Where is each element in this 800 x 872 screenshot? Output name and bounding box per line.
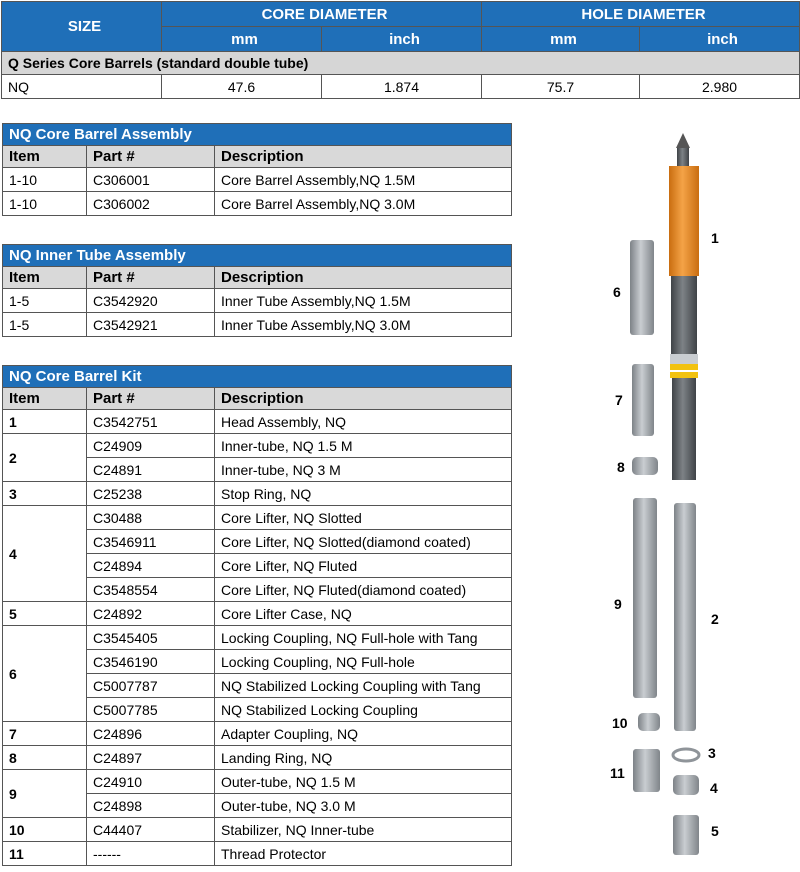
item-cell: 5 bbox=[3, 602, 87, 626]
item-cell: 1-5 bbox=[3, 313, 87, 337]
locking-coupling-part bbox=[630, 240, 654, 335]
item-cell: 7 bbox=[3, 722, 87, 746]
col-part: Part # bbox=[87, 146, 215, 168]
table-row bbox=[3, 410, 512, 434]
table-row bbox=[3, 289, 512, 313]
desc-cell: Inner-tube, NQ 1.5 M bbox=[215, 434, 512, 458]
col-desc: Description bbox=[215, 388, 512, 410]
part-cell: C24896 bbox=[87, 722, 215, 746]
spec-table bbox=[1, 1, 800, 99]
part-cell: C24897 bbox=[87, 746, 215, 770]
kit-title: NQ Core Barrel Kit bbox=[3, 366, 512, 388]
desc-cell: Core Lifter, NQ Fluted bbox=[215, 554, 512, 578]
core-mm-cell: 47.6 bbox=[162, 75, 322, 99]
core-lifter-case-part bbox=[673, 815, 699, 855]
size-header: SIZE bbox=[2, 2, 162, 52]
desc-cell: Core Barrel Assembly,NQ 3.0M bbox=[215, 192, 512, 216]
desc-cell: Core Barrel Assembly,NQ 1.5M bbox=[215, 168, 512, 192]
diagram-label: 9 bbox=[614, 596, 622, 612]
desc-cell: Adapter Coupling, NQ bbox=[215, 722, 512, 746]
diagram-label: 2 bbox=[711, 611, 719, 627]
desc-cell: Thread Protector bbox=[215, 842, 512, 866]
desc-cell: Inner-tube, NQ 3 M bbox=[215, 458, 512, 482]
table-row bbox=[3, 434, 512, 458]
part-cell: C24894 bbox=[87, 554, 215, 578]
table-row bbox=[3, 506, 512, 530]
core-lifter-part bbox=[673, 775, 699, 795]
part-cell: C24891 bbox=[87, 458, 215, 482]
diagram-label: 4 bbox=[710, 780, 718, 796]
core-barrel-diagram bbox=[600, 125, 800, 865]
part-cell: C30488 bbox=[87, 506, 215, 530]
part-cell: ------ bbox=[87, 842, 215, 866]
series-label: Q Series Core Barrels (standard double tube) bbox=[2, 52, 800, 75]
adapter-coupling-part bbox=[632, 364, 654, 436]
part-cell: C24910 bbox=[87, 770, 215, 794]
table-row bbox=[3, 313, 512, 337]
hole-diameter-header: HOLE DIAMETER bbox=[482, 2, 800, 27]
unit-inch: inch bbox=[322, 27, 482, 52]
stabilizer-part bbox=[638, 713, 660, 731]
item-cell: 10 bbox=[3, 818, 87, 842]
col-part: Part # bbox=[87, 267, 215, 289]
thread-protector-part bbox=[633, 749, 660, 792]
hole-inch-cell: 2.980 bbox=[640, 75, 800, 99]
head-assembly-part bbox=[669, 133, 699, 480]
assembly-table bbox=[2, 123, 512, 216]
inner-title: NQ Inner Tube Assembly bbox=[3, 245, 512, 267]
desc-cell: Head Assembly, NQ bbox=[215, 410, 512, 434]
desc-cell: Inner Tube Assembly,NQ 3.0M bbox=[215, 313, 512, 337]
item-cell: 3 bbox=[3, 482, 87, 506]
core-diameter-header: CORE DIAMETER bbox=[162, 2, 482, 27]
table-row bbox=[3, 770, 512, 794]
core-inch-cell: 1.874 bbox=[322, 75, 482, 99]
desc-cell: Locking Coupling, NQ Full-hole bbox=[215, 650, 512, 674]
diagram-label: 8 bbox=[617, 459, 625, 475]
col-part: Part # bbox=[87, 388, 215, 410]
item-cell: 4 bbox=[3, 506, 87, 602]
part-cell: C306002 bbox=[87, 192, 215, 216]
desc-cell: Core Lifter, NQ Slotted bbox=[215, 506, 512, 530]
assembly-title: NQ Core Barrel Assembly bbox=[3, 124, 512, 146]
item-cell: 6 bbox=[3, 626, 87, 722]
table-row bbox=[3, 168, 512, 192]
desc-cell: Stop Ring, NQ bbox=[215, 482, 512, 506]
desc-cell: Core Lifter, NQ Slotted(diamond coated) bbox=[215, 530, 512, 554]
diagram-label: 7 bbox=[615, 392, 623, 408]
col-item: Item bbox=[3, 146, 87, 168]
col-desc: Description bbox=[215, 146, 512, 168]
table-row bbox=[3, 192, 512, 216]
table-row bbox=[3, 746, 512, 770]
item-cell: 1-5 bbox=[3, 289, 87, 313]
table-row bbox=[3, 818, 512, 842]
part-cell: C25238 bbox=[87, 482, 215, 506]
table-row bbox=[3, 602, 512, 626]
part-cell: C3545405 bbox=[87, 626, 215, 650]
item-cell: 1-10 bbox=[3, 192, 87, 216]
desc-cell: NQ Stabilized Locking Coupling with Tang bbox=[215, 674, 512, 698]
desc-cell: Inner Tube Assembly,NQ 1.5M bbox=[215, 289, 512, 313]
item-cell: 1-10 bbox=[3, 168, 87, 192]
part-cell: C24892 bbox=[87, 602, 215, 626]
diagram-label: 10 bbox=[612, 715, 628, 731]
inner-tube-table bbox=[2, 244, 512, 337]
table-row bbox=[3, 722, 512, 746]
inner-tube-part bbox=[674, 503, 696, 731]
desc-cell: Landing Ring, NQ bbox=[215, 746, 512, 770]
desc-cell: Locking Coupling, NQ Full-hole with Tang bbox=[215, 626, 512, 650]
col-item: Item bbox=[3, 388, 87, 410]
desc-cell: NQ Stabilized Locking Coupling bbox=[215, 698, 512, 722]
part-cell: C24909 bbox=[87, 434, 215, 458]
desc-cell: Outer-tube, NQ 1.5 M bbox=[215, 770, 512, 794]
unit-mm: mm bbox=[162, 27, 322, 52]
item-cell: 9 bbox=[3, 770, 87, 818]
col-desc: Description bbox=[215, 267, 512, 289]
part-cell: C3542921 bbox=[87, 313, 215, 337]
landing-ring-part bbox=[632, 457, 658, 475]
part-cell: C24898 bbox=[87, 794, 215, 818]
table-row bbox=[3, 842, 512, 866]
part-cell: C5007785 bbox=[87, 698, 215, 722]
col-item: Item bbox=[3, 267, 87, 289]
unit-inch: inch bbox=[640, 27, 800, 52]
part-cell: C306001 bbox=[87, 168, 215, 192]
outer-tube-part bbox=[633, 498, 657, 698]
part-cell: C3542751 bbox=[87, 410, 215, 434]
item-cell: 11 bbox=[3, 842, 87, 866]
part-cell: C3542920 bbox=[87, 289, 215, 313]
diagram-label: 11 bbox=[610, 765, 625, 781]
unit-mm: mm bbox=[482, 27, 640, 52]
table-row bbox=[3, 626, 512, 650]
desc-cell: Stabilizer, NQ Inner-tube bbox=[215, 818, 512, 842]
diagram-label: 3 bbox=[708, 745, 716, 761]
part-cell: C5007787 bbox=[87, 674, 215, 698]
part-cell: C3546190 bbox=[87, 650, 215, 674]
kit-table bbox=[2, 365, 512, 866]
diagram-label: 5 bbox=[711, 823, 719, 839]
diagram-label: 6 bbox=[613, 284, 621, 300]
diagram-label: 1 bbox=[711, 230, 719, 246]
part-cell: C3548554 bbox=[87, 578, 215, 602]
desc-cell: Core Lifter, NQ Fluted(diamond coated) bbox=[215, 578, 512, 602]
stop-ring-part bbox=[673, 749, 699, 761]
hole-mm-cell: 75.7 bbox=[482, 75, 640, 99]
item-cell: 1 bbox=[3, 410, 87, 434]
desc-cell: Outer-tube, NQ 3.0 M bbox=[215, 794, 512, 818]
table-row bbox=[3, 482, 512, 506]
part-cell: C44407 bbox=[87, 818, 215, 842]
item-cell: 8 bbox=[3, 746, 87, 770]
part-cell: C3546911 bbox=[87, 530, 215, 554]
item-cell: 2 bbox=[3, 434, 87, 482]
size-cell: NQ bbox=[2, 75, 162, 99]
desc-cell: Core Lifter Case, NQ bbox=[215, 602, 512, 626]
